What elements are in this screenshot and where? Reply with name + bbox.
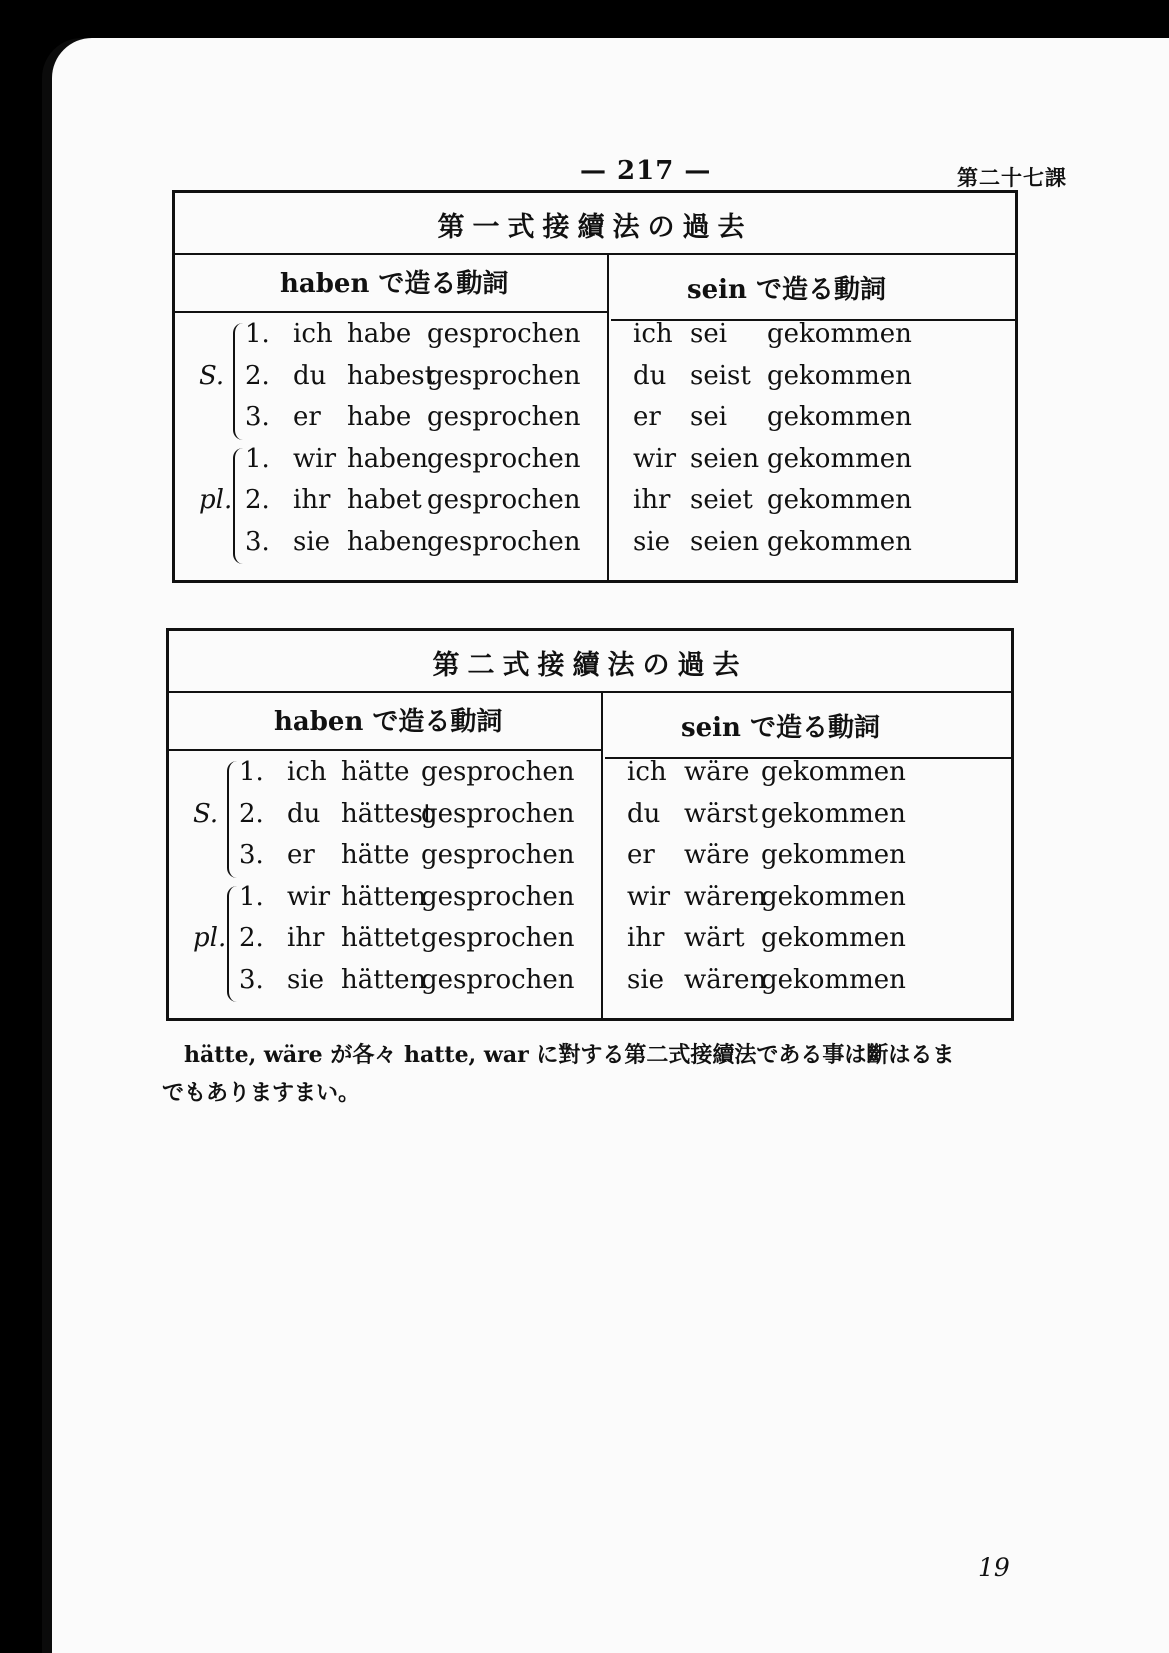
person-number: 1. [245,443,270,474]
pronoun-sein: er [627,840,655,870]
person-number: 3. [245,402,270,432]
person-number: 2. [239,798,264,829]
aux-haben: haben [347,526,429,557]
participle-haben: gesprochen [427,526,581,557]
pronoun-sein: wir [627,881,670,912]
pronoun-haben: du [293,360,327,391]
participle-haben: gesprochen [421,757,575,787]
aux-sein: wäre [684,840,750,870]
pronoun-haben: du [287,798,321,829]
table-subjunctive-2-past [166,628,1014,1021]
pronoun-haben: ihr [293,485,331,515]
table-subjunctive-1-past [172,190,1018,583]
participle-haben: gesprochen [427,443,581,474]
aux-haben: haben [347,443,429,474]
participle-sein: gekommen [767,360,912,391]
pronoun-sein: sie [633,526,671,557]
group-label: S. [193,798,219,829]
participle-sein: gekommen [761,798,906,829]
participle-sein: gekommen [761,757,906,787]
participle-sein: gekommen [767,526,912,557]
aux-sein: seien [690,526,760,557]
pronoun-sein: ich [633,319,673,349]
aux-sein: wärst [684,798,758,829]
column-header-sein: sein で造る動詞 [681,713,881,743]
aux-sein: seiet [690,485,753,515]
aux-haben: hättet [341,923,420,953]
person-number: 3. [239,840,264,870]
pronoun-haben: ich [287,757,327,787]
aux-haben: habe [347,402,412,432]
header-divider-left [169,749,601,751]
pronoun-sein: ihr [633,485,671,515]
pronoun-sein: du [627,798,661,829]
table-title: 第一式接續法の過去 [437,212,753,243]
participle-sein: gekommen [761,881,906,912]
group-brace [227,761,239,878]
participle-sein: gekommen [767,402,912,432]
group-label: pl. [193,923,227,953]
pronoun-haben: sie [287,964,325,995]
group-label: pl. [199,485,233,515]
note-line-1: hätte, wäre が各々 hatte, war に對する第二式接續法である事は斷はるま [184,1042,955,1068]
participle-sein: gekommen [761,840,906,870]
participle-sein: gekommen [761,923,906,953]
column-header-haben: haben で造る動詞 [274,707,503,737]
pronoun-haben: sie [293,526,331,557]
page-number: — 217 — [580,156,712,186]
aux-sein: sei [690,402,728,432]
chapter-heading: 第二十七課 [957,165,1067,190]
pronoun-sein: er [633,402,661,432]
aux-sein: sei [690,319,728,349]
column-header-haben: haben で造る動詞 [280,269,509,299]
pronoun-sein: du [633,360,667,391]
participle-haben: gesprochen [421,798,575,829]
aux-haben: habest [347,360,436,391]
pronoun-sein: ihr [627,923,665,953]
aux-haben: habe [347,319,412,349]
column-header-sein: sein で造る動詞 [687,275,887,305]
aux-haben: hättest [341,798,434,829]
aux-sein: wären [684,881,767,912]
participle-haben: gesprochen [427,485,581,515]
aux-haben: habet [347,485,422,515]
aux-sein: seien [690,443,760,474]
person-number: 2. [245,360,270,391]
person-number: 1. [239,757,264,787]
book-page [52,38,1169,1653]
participle-haben: gesprochen [427,319,581,349]
participle-sein: gekommen [761,964,906,995]
pronoun-sein: sie [627,964,665,995]
header-divider-left [175,311,607,313]
person-number: 2. [239,923,264,953]
group-brace [233,448,245,565]
pronoun-haben: wir [293,443,336,474]
participle-sein: gekommen [767,485,912,515]
aux-haben: hätten [341,881,427,912]
group-label: S. [199,360,225,391]
aux-sein: wäre [684,757,750,787]
note-line-2: でもありますまい。 [162,1080,361,1106]
aux-haben: hätte [341,840,410,870]
participle-haben: gesprochen [421,840,575,870]
pronoun-haben: ihr [287,923,325,953]
title-divider [175,253,1015,255]
aux-sein: seist [690,360,751,391]
column-divider [601,691,603,1018]
participle-sein: gekommen [767,443,912,474]
column-divider [607,253,609,580]
pronoun-sein: ich [627,757,667,787]
person-number: 3. [239,964,264,995]
aux-haben: hätten [341,964,427,995]
pronoun-haben: er [293,402,321,432]
table-title: 第二式接續法の過去 [432,650,748,681]
pronoun-haben: wir [287,881,330,912]
group-brace [227,886,239,1003]
person-number: 1. [245,319,270,349]
aux-haben: hätte [341,757,410,787]
participle-haben: gesprochen [421,881,575,912]
participle-haben: gesprochen [421,923,575,953]
participle-haben: gesprochen [427,360,581,391]
group-brace [233,323,245,440]
folio-number: 19 [978,1553,1010,1582]
pronoun-haben: ich [293,319,333,349]
title-divider [169,691,1011,693]
person-number: 2. [245,485,270,515]
person-number: 1. [239,881,264,912]
pronoun-haben: er [287,840,315,870]
participle-sein: gekommen [767,319,912,349]
person-number: 3. [245,526,270,557]
aux-sein: wärt [684,923,745,953]
participle-haben: gesprochen [421,964,575,995]
aux-sein: wären [684,964,767,995]
pronoun-sein: wir [633,443,676,474]
participle-haben: gesprochen [427,402,581,432]
